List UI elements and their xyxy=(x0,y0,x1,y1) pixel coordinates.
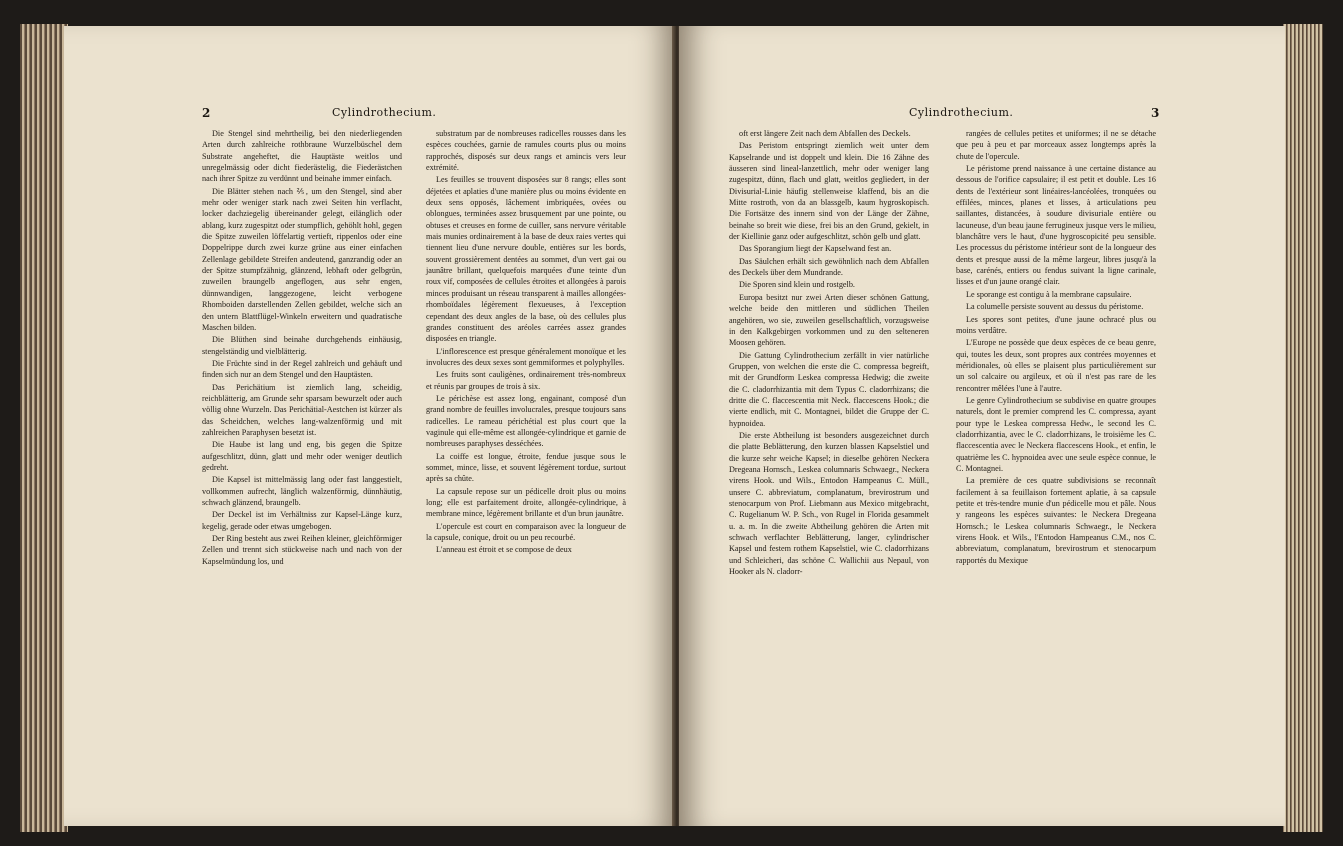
paragraph: L'anneau est étroit et se compose de deux xyxy=(436,545,572,555)
paragraph: Die erste Abtheilung ist besonders ausgezeichnet durch die platte Beblätterung, den kurzen blassen Kapselstiel und die kurze sehr weiche Kapsel; in dieselbe gehören Neckera Dregeana Hornsch., Leskea columnaris Schwaegr., Neckera virens Hook. und Wils., Entodon Hampeanus C. Müll., unsere C. abbreviatum, complanatum, brevirostrum und stenocarpum von Prof. Liebmann aus Mexico mitgebracht, C. Rugelianum W. P. Sch., von Rugel in Florida gesammelt u. a. m. In die zweite Abtheilung gehören die Arten mit schwach verflachter Beblätterung, langer, cylindrischer Kapsel und festem rothem Kapselstiel, wie C. cladorrhizans und Schleicheri, das schöne C. Wallichii aus Nepaul, von Hooker als N. cladorr- xyxy=(729,430,929,577)
paragraph: Die Stengel sind mehrtheilig, bei den niederliegenden Arten durch zahlreiche rothbraune Wurzelbüschel dem Substrate angeheftet, die Hauptäste weitlos und unregelmässig oder dicht fiederästelig, die Fiederästchen nach ihrer Spitze zu verdünnt und beinahe immer einfach. xyxy=(202,129,402,184)
german-column xyxy=(729,128,929,578)
paragraph: La capsule repose sur un pédicelle droit plus ou moins long; elle est parfaitement droite, allongée-cylindrique, à membrane mince, légèrement brillante et d'un brun jaunâtre. xyxy=(426,486,626,519)
paragraph: Der Deckel ist im Verhältniss zur Kapsel-Länge kurz, kegelig, gerade oder etwas umgebogen. xyxy=(202,510,402,531)
paragraph: La columelle persiste souvent au dessus du péristome. xyxy=(966,302,1144,312)
paragraph: Le sporange est contigu à la membrane capsulaire. xyxy=(966,289,1132,299)
paragraph: La première de ces quatre subdivisions se reconnaît facilement à sa feuillaison fortement aplatie, à sa capsule petite et très-tendre munie d'un pédicelle mou et pâle. Nous y rangeons les espèces suivantes: le Neckera Dregeana Hornsch.; le Leskea columnaris Schwaegr., le Neckera virens Hook. et Wils., l'Entodon Hampeanus C.M., nos C. abbreviatum, complanatum, brevirostrum et stenocarpum rapportés du Mexique xyxy=(956,476,1156,565)
paragraph: Les spores sont petites, d'une jaune ochracé plus ou moins verdâtre. xyxy=(956,314,1156,335)
paragraph: Die Kapsel ist mittelmässig lang oder fast langgestielt, vollkommen aufrecht, länglich walzenförmig, dünnhäutig, schwach glänzend, braungelb. xyxy=(202,475,402,507)
page-number: 2 xyxy=(202,106,211,120)
page-edges-left xyxy=(20,24,68,832)
paragraph: Das Perichätium ist ziemlich lang, scheidig, reichblätterig, am Grunde sehr sparsam bewurzelt oder auch völlig ohne Wurzeln. Das Perichätial-Aestchen ist kürzer als das Scheidchen, welches lang-walzenförmig und mit zahlreichen Paraphysen besetzt ist. xyxy=(202,382,402,437)
running-head: Cylindrothecium. xyxy=(909,106,1014,119)
paragraph: substratum par de nombreuses radicelles rousses dans les espèces couchées, garnie de ramules courts plus ou moins rapprochés, disposés sur deux rangs et amincis vers leur extrémité. xyxy=(426,129,626,173)
paragraph: Die Gattung Cylindrothecium zerfällt in vier natürliche Gruppen, von welchen die erste die C. compressa begreift, mit der Grundform Leskea compressa Hedwig; die zweite die C. cladorrhizantia mit dem Typus C. cladorrhizans; die dritte die C. flaccescentia mit Neck. flaccescens Hook.; die vierte endlich, mit C. Montagnei, bildet die Gruppe der C. hypnoidea. xyxy=(729,350,929,428)
paragraph: Les fruits sont cauligènes, ordinairement très-nombreux et réunis par groupes de trois à six. xyxy=(426,370,626,391)
page-edges-right xyxy=(1283,24,1323,832)
paragraph: Les feuilles se trouvent disposées sur 8 rangs; elles sont déjetées et aplaties d'une manière plus ou moins évidente en deux sens opposés, lâchement imbriquées, ovées ou oblongues, terminées assez brusquement par une pointe, ou obtuses et creuses en forme de cuiller, sans nervure véritable mais munies ordinairement à la base de deux raies vertes qui tiennent lieu d'une nervure double, entières sur les bords, souvent grossièrement dentées au sommet, d'un vert gai ou jaunâtre brillant, quelquefois marquées d'une teinte d'un roux vif, composées de cellules étroites et allongées à parois minces produisant un réseau transparent à mailles allongées-rhomboïdales légèrement flexueuses, à l'exception cependant des deux angles de la base, où des cellules plus grandes constituent des aréoles carrées assez grandes disposées en triangle. xyxy=(426,175,626,344)
paragraph: L'Europe ne possède que deux espèces de ce beau genre, qui, toutes les deux, sont propres aux contrées moyennes et méridionales, où elles se plaisent plus particulièrement sur un sol calcaire ou argileux, et où il n'est pas rare de les rencontrer mêlées l'une à l'autre. xyxy=(956,338,1156,393)
paragraph: L'inflorescence est presque généralement monoïque et les involucres des deux sexes sont gemmiformes et polyphylles. xyxy=(426,346,626,367)
paragraph: Die Blätter stehen nach ⅖, um den Stengel, sind aber mehr oder weniger stark nach zwei Seiten hin verflacht, locker dachziegelig übereinander gelegt, eilänglich oder ablang, kurz zugespitzt oder stumpflich, gehöhlt hohl, gegen die Spitze zuweilen löffelartig vertieft, rippenlos oder eine Doppelrippe durch zwei kurze grüne aus einer einfachen Zellenlage gebildete Streifen andeutend, ganzrandig oder an der Spitze stumpfzähnig, glänzend, lebhaft oder gelbgrün, zuweilen braungelb angeflogen, aus sehr engen, dünnwandigen, langgezogene, leicht verbogene Rhomboiden darstellenden Zellen gebildet, welche sich an den untern Blattflügel-Winkeln erweitern und quadratische Maschen bilden. xyxy=(202,186,402,332)
open-book xyxy=(20,18,1323,833)
german-column xyxy=(202,128,402,568)
paragraph: Die Blüthen sind beinahe durchgehends einhäusig, stengelständig und vielblätterig. xyxy=(202,335,402,356)
paragraph: Le genre Cylindrothecium se subdivise en quatre groupes naturels, dont le premier comprend les C. compressa, ayant pour type le Leskea compressa Hedw., le second les C. cladorrhizantia, avec le C. cladorrhizans, le troisième les C. flaccescentia avec le Neckera flaccescens Hook., et enfin, le quatrième les C. hypnoidea avec une seule espèce connue, le C. Montagnei. xyxy=(956,395,1156,473)
paragraph: Das Säulchen erhält sich gewöhnlich nach dem Abfallen des Deckels über dem Mundrande. xyxy=(729,256,929,278)
paragraph: Die Früchte sind in der Regel zahlreich und gehäuft und finden sich nur an dem Stengel und den Hauptästen. xyxy=(202,358,402,380)
left-page xyxy=(64,26,676,826)
paragraph: oft erst längere Zeit nach dem Abfallen des Deckels. xyxy=(739,129,911,138)
right-page xyxy=(679,26,1285,826)
paragraph: Der Ring besteht aus zwei Reihen kleiner, gleichförmiger Zellen und trennt sich stückweise nach und nach von der Kapselmündung los, und xyxy=(202,534,402,566)
paragraph: Le périchèse est assez long, engainant, composé d'un grand nombre de feuilles involucrales, presque toujours sans radicelles. Le rameau périchétial est plus court que la vaginule qui elle-même est allongée-cylindrique et garnie de nombreuses paraphyses desséchées. xyxy=(426,393,626,449)
paragraph: Das Peristom entspringt ziemlich weit unter dem Kapselrande und ist doppelt und klein. Die 16 Zähne des äusseren sind lineal-lanzettlich, mehr oder weniger lang zugespitzt, dünn, flach und glatt, weitlos gegliedert, in der Divisurial-Linie häufig stellenweise klaffend, bis an die Mitte rostroth, von da an blassgelb, kaum hygroskopisch. Die Fortsätze des innern sind von der Länge der Zähne, beinahe so breit wie diese, frei bis an den Grund, gekielt, in der Kiellinie ganz oder aufgeschlitzt, schön gelb und glatt. xyxy=(729,141,929,242)
running-head: Cylindrothecium. xyxy=(332,106,437,119)
french-column xyxy=(426,128,626,557)
paragraph: Die Haube ist lang und eng, bis gegen die Spitze aufgeschlitzt, dünn, glatt und mehr oder weniger deutlich gedreht. xyxy=(202,440,402,472)
paragraph: Le péristome prend naissance à une certaine distance au dessous de l'orifice capsulaire; il est petit et double. Les 16 dents de l'extérieur sont linéaires-lancéolées, tronquées ou effilées, minces, planes et lisses, à articulations peu saillantes, distancées, à soudure divisuriale entière ou lacuneuse, d'un beau jaune ferrugineux jusque vers le milieu, blanchâtre vers le haut, d'une hygroscopicité peu sensible. Les processus du péristome intérieur sont de la longueur des dents et presque aussi de la même largeur, libres jusqu'à la base, carénés, entiers ou fendus suivant la ligne carinale, lisses et d'un jaune orangé clair. xyxy=(956,164,1156,287)
french-column xyxy=(956,128,1156,567)
page-number: 3 xyxy=(1151,106,1160,120)
paragraph: Europa besitzt nur zwei Arten dieser schönen Gattung, welche beide den mittleren und südlichen Theilen angehören, wo sie, zuweilen gesellschaftlich, vorzugsweise in den Kalkgebirgen vorkommen und zu den selteneren Moosen gehören. xyxy=(729,292,929,348)
paragraph: rangées de cellules petites et uniformes; il ne se détache que peu à peu et par morceaux assez longtemps après la chute de l'opercule. xyxy=(956,129,1156,161)
paragraph: L'opercule est court en comparaison avec la longueur de la capsule, conique, droit ou un peu recourbé. xyxy=(426,521,626,543)
paragraph: La coiffe est longue, étroite, fendue jusque sous le sommet, mince, lisse, et souvent légèrement tordue, surtout après sa chûte. xyxy=(426,451,626,484)
paragraph: Die Sporen sind klein und rostgelb. xyxy=(739,280,855,290)
paragraph: Das Sporangium liegt der Kapselwand fest an. xyxy=(739,244,892,254)
